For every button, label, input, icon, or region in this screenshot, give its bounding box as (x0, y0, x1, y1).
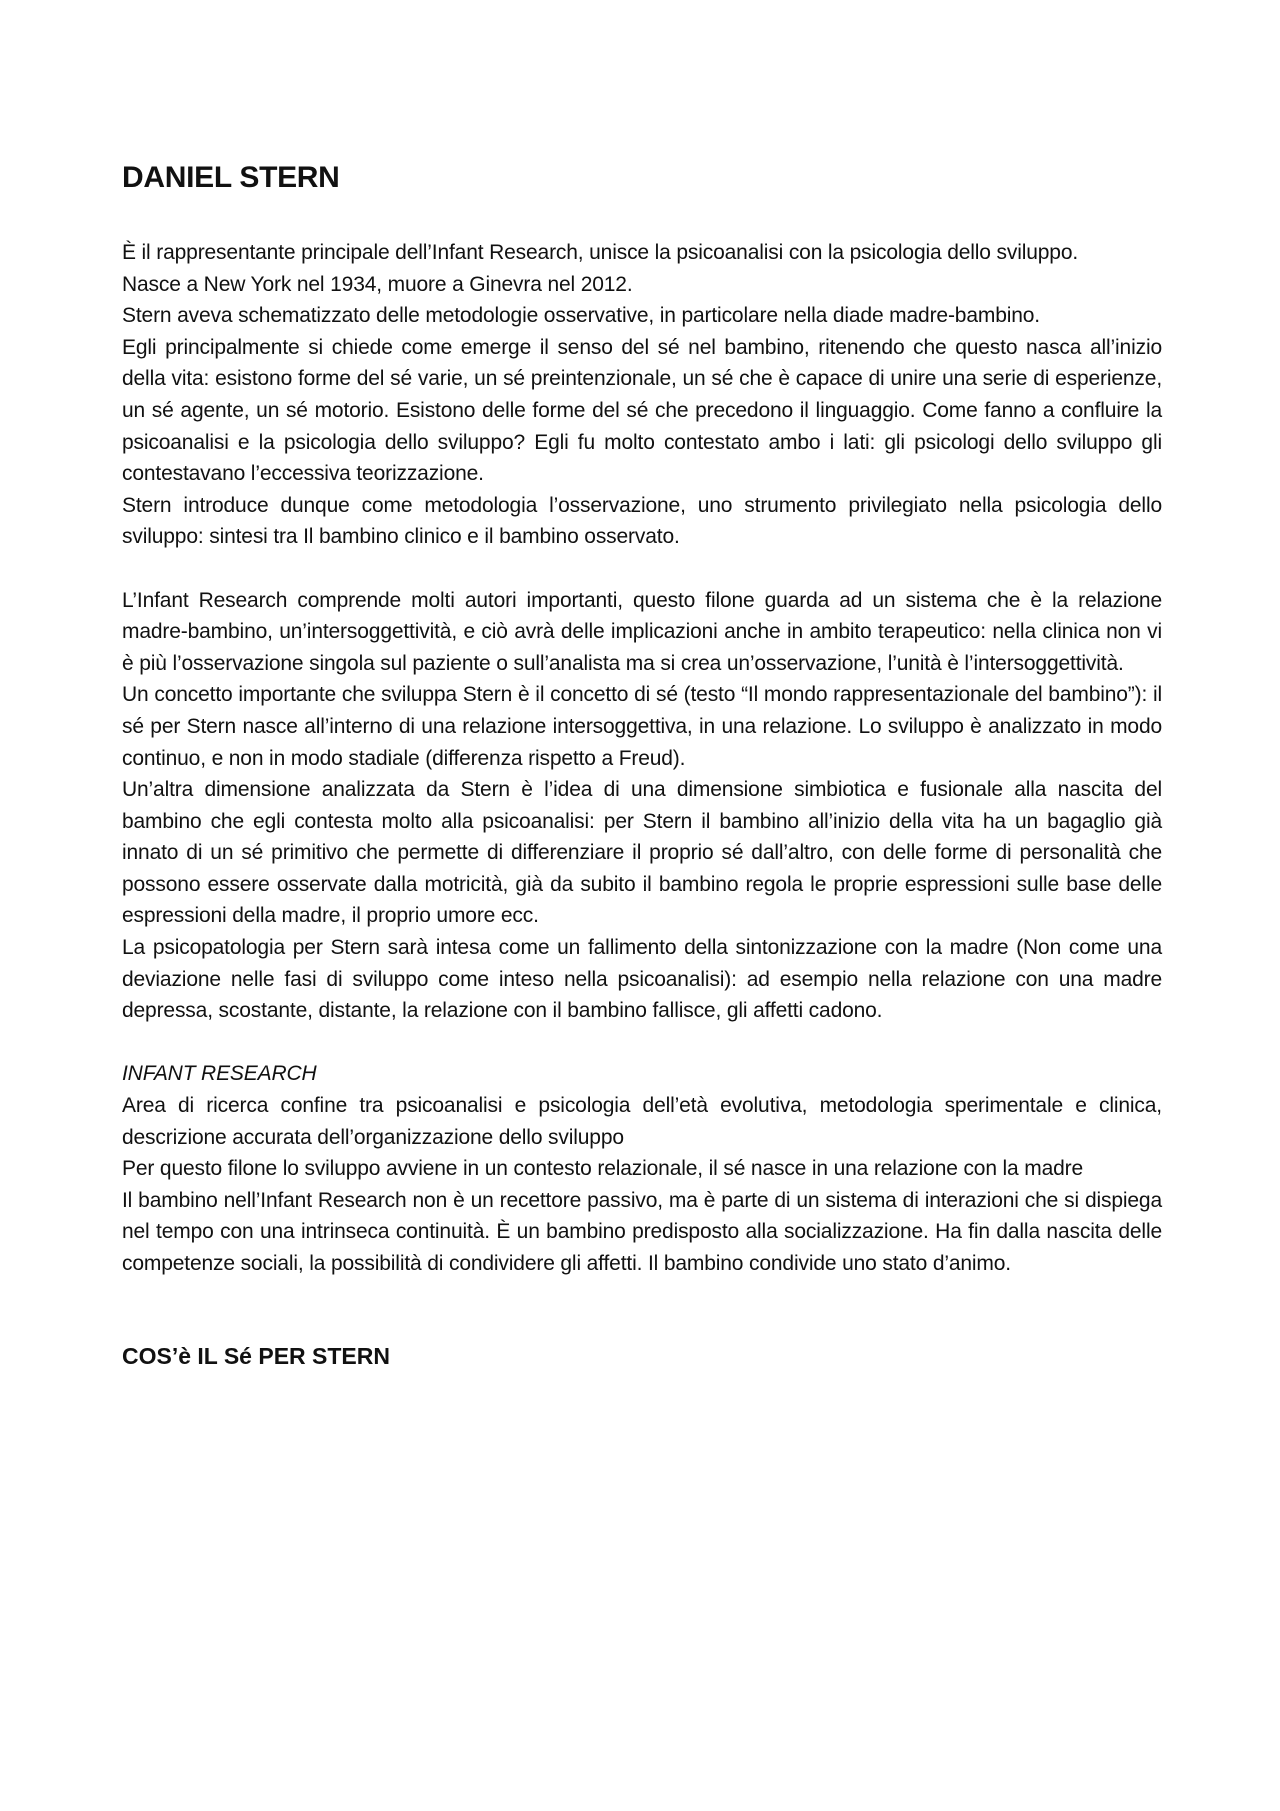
paragraph: Area di ricerca confine tra psicoanalisi e psicologia dell’età evolutiva, metodologia sperimentale e clinica, descrizione accurata dell’organizzazione dello sviluppo (122, 1094, 1162, 1149)
paragraph: Un’altra dimensione analizzata da Stern è l’idea di una dimensione simbiotica e fusionale alla nascita del bambino che egli contesta molto alla psicoanalisi: per Stern il bambino all’inizio della vita ha un bagaglio già innato di un sé primitivo che permette di differenziare il proprio sé dall’altro, con delle forme di personalità che possono essere osservate dalla motricità, già da subito il bambino regola le proprie espressioni sulle base delle espressioni della madre, il proprio umore ecc. (122, 778, 1162, 928)
document-title: DANIEL STERN (122, 161, 340, 194)
section-intro (122, 237, 1162, 553)
paragraph: Il bambino nell’Infant Research non è un recettore passivo, ma è parte di un sistema di interazioni che si dispiega nel tempo con una intrinseca continuità. È un bambino predisposto alla socializzazione. Ha fin dalla nascita delle competenze sociali, la possibilità di condividere gli affetti. Il bambino condivide uno stato d’animo. (122, 1188, 1162, 1275)
paragraph: Stern aveva schematizzato delle metodologie osservative, in particolare nella diade madre-bambino. (122, 304, 1040, 328)
paragraph: La psicopatologia per Stern sarà intesa come un fallimento della sintonizzazione con la madre (Non come una deviazione nelle fasi di sviluppo come inteso nella psicoanalisi): ad esempio nella relazione con una madre depressa, scostante, distante, la relazione con il bambino fallisce, gli affetti cadono. (122, 936, 1162, 1023)
section-infant-research-overview (122, 585, 1162, 1027)
section-heading-infant-research: INFANT RESEARCH (122, 1062, 317, 1086)
paragraph: Nasce a New York nel 1934, muore a Ginevra nel 2012. (122, 272, 633, 296)
paragraph: Per questo filone lo sviluppo avviene in un contesto relazionale, il sé nasce in una relazione con la madre (122, 1157, 1084, 1181)
section-infant-research (122, 1058, 1162, 1279)
paragraph: Un concetto importante che sviluppa Stern è il concetto di sé (testo “Il mondo rappresentazionale del bambino”): il sé per Stern nasce all’interno di una relazione intersoggettiva, in una relazione. Lo sviluppo è analizzato in modo continuo, e non in modo stadiale (differenza rispetto a Freud). (122, 683, 1162, 770)
document-page (122, 160, 1162, 1372)
paragraph: Stern introduce dunque come metodologia l’osservazione, uno strumento privilegiato nella psicologia dello sviluppo: sintesi tra Il bambino clinico e il bambino osservato. (122, 493, 1162, 549)
spacer (122, 1280, 1162, 1340)
spacer (122, 1027, 1162, 1059)
paragraph: L’Infant Research comprende molti autori importanti, questo filone guarda ad un sistema che è la relazione madre-bambino, un’intersoggettività, e ciò avrà delle implicazioni anche in ambito terapeutico: nella clinica non vi è più l’osservazione singola sul paziente o sull’analista ma si crea un’osservazione, l’unità è l’intersoggettività. (122, 588, 1162, 675)
paragraph: È il rappresentante principale dell’Infant Research, unisce la psicoanalisi con la psicologia dello sviluppo. (122, 241, 1079, 264)
spacer (122, 553, 1162, 585)
paragraph: Egli principalmente si chiede come emerge il senso del sé nel bambino, ritenendo che questo nasca all’inizio della vita: esistono forme del sé varie, un sé preintenzionale, un sé che è capace di unire una serie di esperienze, un sé agente, un sé motorio. Esistono delle forme del sé che precedono il linguaggio. Come fanno a confluire la psicoanalisi e la psicologia dello sviluppo? Egli fu molto contestato ambo i lati: gli psicologi dello sviluppo gli contestavano l’eccessiva teorizzazione. (122, 335, 1162, 486)
section-subtitle: COS’è IL Sé PER STERN (122, 1342, 390, 1369)
